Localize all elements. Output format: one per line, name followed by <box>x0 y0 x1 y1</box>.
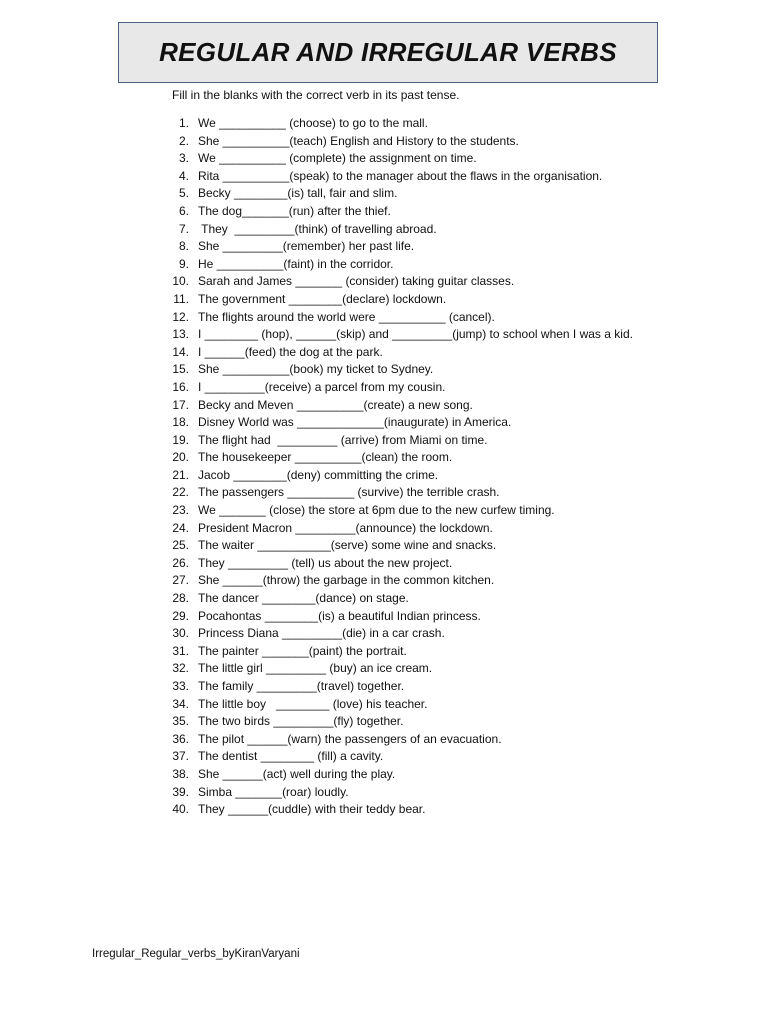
question-text: The housekeeper __________(clean) the room. <box>198 450 453 465</box>
question-number: 21. <box>172 467 189 482</box>
question-item <box>160 467 633 485</box>
question-item <box>160 168 633 186</box>
title-banner <box>118 22 658 83</box>
question-item <box>160 748 633 766</box>
question-text: She ______(act) well during the play. <box>198 766 396 781</box>
question-text: They _________(think) of travelling abroad. <box>198 221 437 236</box>
question-text: She __________(teach) English and History to the students. <box>198 133 519 148</box>
question-item <box>160 572 633 590</box>
question-number: 23. <box>172 503 189 518</box>
question-number: 22. <box>172 485 189 500</box>
question-number: 11. <box>173 291 189 306</box>
question-item <box>160 379 633 397</box>
question-number: 1. <box>178 116 189 130</box>
page-title: REGULAR AND IRREGULAR VERBS <box>159 37 617 67</box>
question-item <box>160 150 633 168</box>
question-text: The passengers __________ (survive) the terrible crash. <box>198 485 500 500</box>
question-list <box>160 115 633 819</box>
question-number: 24. <box>172 520 189 535</box>
question-number: 30. <box>172 626 189 641</box>
question-number: 4. <box>178 168 189 183</box>
question-text: The dentist ________ (fill) a cavity. <box>198 749 384 764</box>
question-number: 8. <box>178 239 189 254</box>
question-text: I ________ (hop), ______(skip) and _________(jump) to school when I was a kid. <box>198 327 633 342</box>
question-item <box>160 784 633 802</box>
question-text: She __________(book) my ticket to Sydney. <box>198 362 434 377</box>
question-number: 17. <box>172 397 189 412</box>
question-number: 7. <box>178 221 189 236</box>
question-item <box>160 713 633 731</box>
question-number: 25. <box>172 538 189 553</box>
question-item <box>160 221 633 239</box>
question-item <box>160 660 633 678</box>
question-item <box>160 731 633 749</box>
question-text: Princess Diana _________(die) in a car crash. <box>198 626 445 641</box>
question-item <box>160 484 633 502</box>
question-text: Sarah and James _______ (consider) taking guitar classes. <box>198 274 515 289</box>
question-number: 33. <box>172 679 189 693</box>
question-text: We _______ (close) the store at 6pm due to the new curfew timing. <box>198 503 555 518</box>
footer-text: Irregular_Regular_verbs_byKiranVaryani <box>92 948 300 960</box>
question-text: The painter _______(paint) the portrait. <box>198 643 407 658</box>
question-item <box>160 344 633 362</box>
question-number: 18. <box>172 415 189 430</box>
question-text: The dog_______(run) after the thief. <box>198 203 391 218</box>
question-item <box>160 309 633 327</box>
question-item <box>160 643 633 661</box>
question-number: 9. <box>178 256 189 271</box>
question-number: 37. <box>172 749 189 764</box>
question-item <box>160 432 633 450</box>
question-number: 13. <box>172 327 189 342</box>
question-item <box>160 133 633 151</box>
question-text: President Macron _________(announce) the lockdown. <box>198 520 493 535</box>
question-number: 10. <box>172 274 189 289</box>
question-item <box>160 256 633 274</box>
question-number: 19. <box>172 432 189 447</box>
question-item <box>160 537 633 555</box>
question-number: 29. <box>172 608 189 623</box>
question-item <box>160 397 633 415</box>
question-text: The little boy ________ (love) his teacher. <box>198 696 428 711</box>
question-number: 3. <box>178 151 189 166</box>
question-item <box>160 590 633 608</box>
question-item <box>160 555 633 573</box>
question-number: 27. <box>172 573 189 588</box>
question-text: I ______(feed) the dog at the park. <box>198 344 383 359</box>
question-item <box>160 273 633 291</box>
question-item <box>160 608 633 626</box>
question-number: 2. <box>178 133 189 148</box>
question-item <box>160 520 633 538</box>
question-number: 38. <box>172 766 189 781</box>
question-text: The flight had _________ (arrive) from Miami on time. <box>198 432 488 447</box>
question-number: 39. <box>172 784 189 799</box>
question-number: 5. <box>178 186 189 201</box>
question-text: The waiter ___________(serve) some wine and snacks. <box>198 538 497 553</box>
question-text: The government ________(declare) lockdown. <box>198 291 447 306</box>
question-item <box>160 502 633 520</box>
question-text: The pilot ______(warn) the passengers of an evacuation. <box>198 731 502 746</box>
question-number: 20. <box>172 450 189 465</box>
question-number: 12. <box>172 309 189 324</box>
question-text: They ______(cuddle) with their teddy bear. <box>198 802 426 817</box>
question-item <box>160 766 633 784</box>
question-text: The dancer ________(dance) on stage. <box>198 591 409 606</box>
question-item <box>160 678 633 696</box>
question-item <box>160 185 633 203</box>
instruction-text: Fill in the blanks with the correct verb in its past tense. <box>172 88 460 102</box>
question-number: 15. <box>172 362 189 377</box>
question-text: She _________(remember) her past life. <box>198 239 415 254</box>
question-item <box>160 361 633 379</box>
question-item <box>160 414 633 432</box>
question-number: 6. <box>178 203 189 218</box>
question-number: 34. <box>172 696 189 711</box>
question-text: Disney World was _____________(inaugurate) in America. <box>198 415 512 430</box>
question-number: 35. <box>172 714 189 729</box>
question-item <box>160 291 633 309</box>
question-text: The two birds _________(fly) together. <box>198 714 404 729</box>
question-text: We __________ (choose) to go to the mall. <box>198 116 428 130</box>
question-number: 32. <box>172 661 189 676</box>
question-text: I _________(receive) a parcel from my cousin. <box>198 379 446 394</box>
question-text: Rita __________(speak) to the manager about the flaws in the organisation. <box>198 168 603 183</box>
question-item <box>160 115 633 133</box>
question-number: 40. <box>172 802 189 817</box>
question-number: 36. <box>172 731 189 746</box>
question-text: Pocahontas ________(is) a beautiful Indian princess. <box>198 608 481 623</box>
question-number: 14. <box>172 344 189 359</box>
question-item <box>160 625 633 643</box>
question-text: Jacob ________(deny) committing the crime. <box>198 467 439 482</box>
question-text: We __________ (complete) the assignment on time. <box>198 151 477 166</box>
question-text: He __________(faint) in the corridor. <box>198 256 394 271</box>
question-number: 16. <box>172 379 189 394</box>
question-item <box>160 238 633 256</box>
question-number: 26. <box>172 555 189 570</box>
question-text: They _________ (tell) us about the new project. <box>198 555 453 570</box>
question-item <box>160 696 633 714</box>
question-text: Becky ________(is) tall, fair and slim. <box>198 186 398 201</box>
question-item <box>160 801 633 819</box>
question-text: Simba _______(roar) loudly. <box>198 784 349 799</box>
question-item <box>160 203 633 221</box>
question-number: 31. <box>172 643 189 658</box>
question-text: The flights around the world were __________ (cancel). <box>198 309 495 324</box>
question-number: 28. <box>172 591 189 606</box>
question-text: The little girl _________ (buy) an ice cream. <box>198 661 433 676</box>
question-text: The family _________(travel) together. <box>198 679 405 693</box>
question-text: She ______(throw) the garbage in the common kitchen. <box>198 573 495 588</box>
question-text: Becky and Meven __________(create) a new song. <box>198 397 473 412</box>
question-item <box>160 449 633 467</box>
question-item <box>160 326 633 344</box>
